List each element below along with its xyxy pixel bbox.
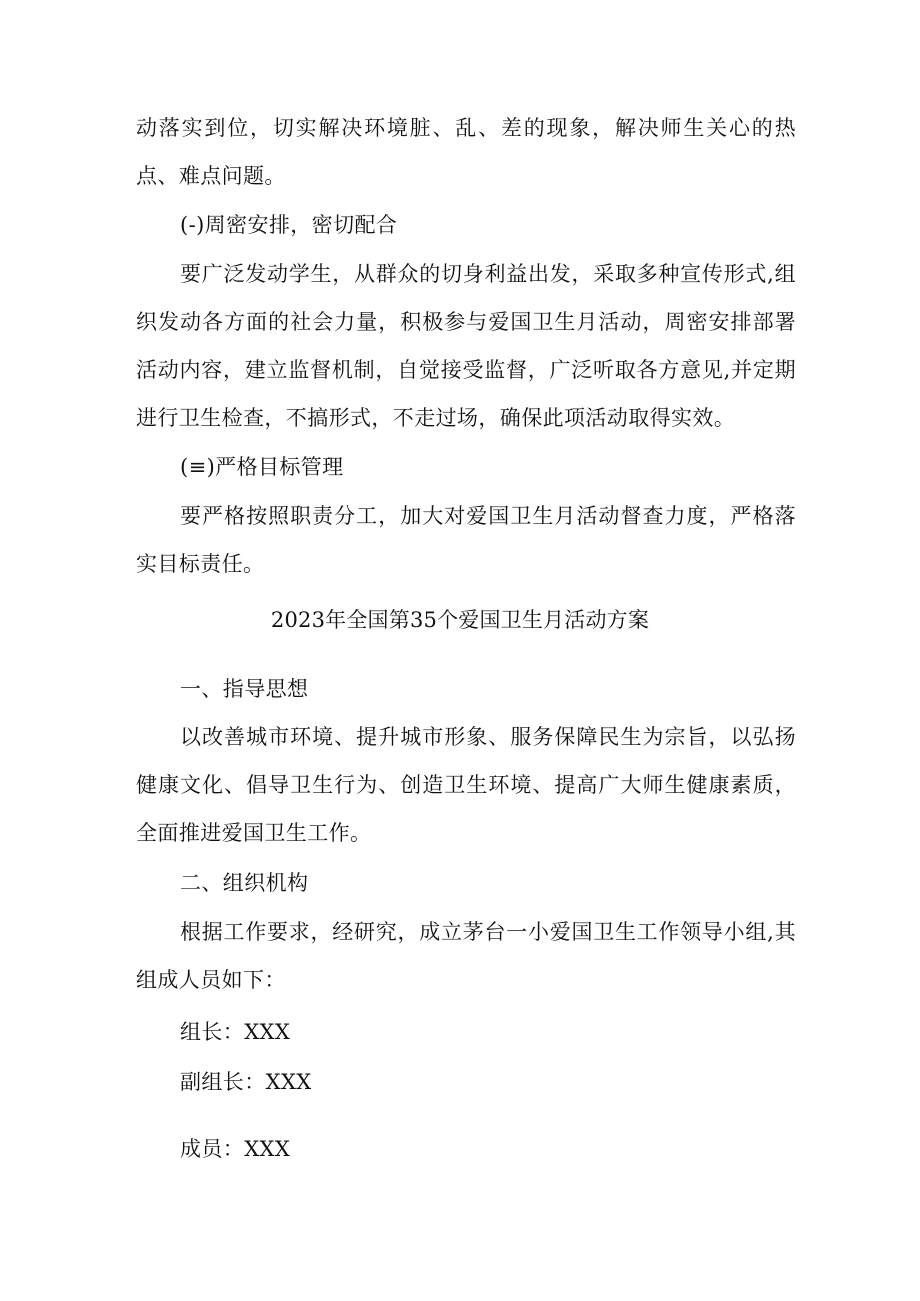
subheading-3: (≡)严格目标管理 <box>180 455 344 479</box>
paragraph-4: 以改善城市环境、提升城市形象、服务保障民生为宗旨，以弘扬健康文化、倡导卫生行为、创造卫生环境、提高广大师生健康素质，全面推进爱国卫生工作。 <box>136 725 796 845</box>
leader-line: 组长：XXX <box>180 1020 291 1044</box>
document-title: 2023年全国第35个爱国卫生月活动方案 <box>270 608 650 632</box>
paragraph-5: 根据工作要求，经研究，成立茅台一小爱国卫生工作领导小组,其组成人员如下： <box>136 920 796 992</box>
paragraph-3: 要严格按照职责分工，加大对爱国卫生月活动督查力度，严格落实目标责任。 <box>136 504 796 576</box>
paragraph-continued: 动落实到位，切实解决环境脏、乱、差的现象，解决师生关心的热点、难点问题。 <box>136 116 796 188</box>
paragraph-2: 要广泛发动学生，从群众的切身利益出发，采取多种宣传形式,组织发动各方面的社会力量，积极参与爱国卫生月活动，周密安排部署活动内容，建立监督机制，自觉接受监督，广泛听取各方意见,并定期进行卫生检查，不搞形式，不走过场，确保此项活动取得实效。 <box>136 262 796 430</box>
section-heading-1: 一、指导思想 <box>180 677 309 701</box>
subheading-2: (-)周密安排，密切配合 <box>180 213 398 237</box>
section-heading-2: 二、组织机构 <box>180 871 309 895</box>
deputy-leader-line: 副组长：XXX <box>180 1070 312 1094</box>
members-line: 成员：XXX <box>180 1137 291 1161</box>
